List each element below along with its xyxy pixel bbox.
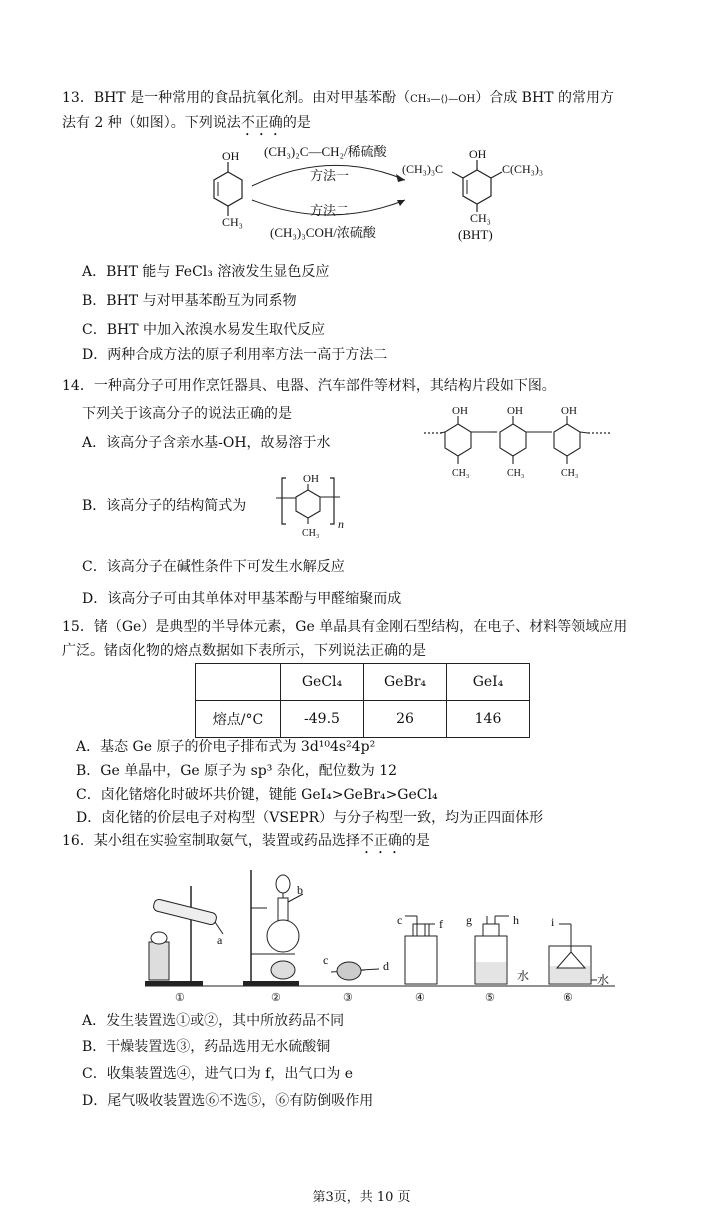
apparatus-number-1: ① xyxy=(175,992,185,1004)
p-cresol-structure xyxy=(214,149,243,229)
fragment-ch3-1: CH₃ xyxy=(452,468,470,479)
q16-option-a: A．发生装置选①或②，其中所放药品不同 xyxy=(82,1013,345,1029)
q13-stem-line2: 法有 2 种（如图）。下列说法不正确的是 xyxy=(62,115,311,131)
method-one-label: 方法一 xyxy=(310,168,350,183)
q15-option-d: D．卤化锗的价层电子对构型（VSEPR）与分子构型一致，均为正四面体形 xyxy=(76,810,544,826)
q14-option-a: A．该高分子含亲水基-OH，故易溶于水 xyxy=(82,435,331,451)
apparatus-number-3: ③ xyxy=(343,992,353,1004)
p-cresol-inline-formula: CH₃—⟨⟩—OH xyxy=(410,94,476,105)
q14-option-c: C．该高分子在碱性条件下可发生水解反应 xyxy=(82,559,345,575)
table-header-row xyxy=(196,664,530,701)
apparatus-label-d: d xyxy=(383,959,389,973)
reagent-bottom: (CH₃)₃COH/浓硫酸 xyxy=(270,225,376,240)
q16-option-b: B．干燥装置选③，药品选用无水硫酸铜 xyxy=(82,1039,331,1055)
apparatus-label-i: i xyxy=(551,915,555,929)
table-header-gecl4: GeCl₄ xyxy=(281,664,364,701)
product-ch3-label: CH₃ xyxy=(470,211,491,225)
method-two-label: 方法二 xyxy=(310,203,350,218)
apparatus-figure xyxy=(135,862,625,1004)
repeat-unit-ch3: CH₃ xyxy=(302,528,320,539)
emphasis-not-correct: 不正确 xyxy=(240,115,283,131)
reagent-top: (CH₃)₂C—CH₂/稀硫酸 xyxy=(264,144,387,159)
apparatus-number-6: ⑥ xyxy=(563,992,573,1004)
fragment-oh-2: OH xyxy=(507,405,523,417)
apparatus-5 xyxy=(466,913,529,984)
water-label-1: 水 xyxy=(517,969,530,983)
q13-option-c: C．BHT 中加入浓溴水易发生取代反应 xyxy=(82,322,325,338)
apparatus-label-b: b xyxy=(297,883,303,897)
repeat-unit-n: n xyxy=(338,517,344,531)
fragment-oh-3: OH xyxy=(561,405,577,417)
table-header-empty xyxy=(196,664,281,701)
q16-option-d: D．尾气吸收装置选⑥不选⑤，⑥有防倒吸作用 xyxy=(82,1093,374,1109)
apparatus-label-f: f xyxy=(439,917,443,931)
fragment-ch3-2: CH₃ xyxy=(507,468,525,479)
q13-option-a: A．BHT 能与 FeCl₃ 溶液发生显色反应 xyxy=(82,264,330,280)
product-tbu-right: C(CH₃)₃ xyxy=(502,162,544,176)
fragment-oh-1: OH xyxy=(452,405,468,417)
apparatus-number-5: ⑤ xyxy=(485,992,495,1004)
table-cell-gei4: 146 xyxy=(447,701,530,738)
apparatus-label-h: h xyxy=(513,913,519,927)
table-header-gei4: GeI₄ xyxy=(447,664,530,701)
q15-option-b: B．Ge 单晶中，Ge 原子为 sp³ 杂化，配位数为 12 xyxy=(76,763,398,779)
table-row xyxy=(196,701,530,738)
fragment-ch3-3: CH₃ xyxy=(561,468,579,479)
product-tbu-left: (CH₃)₃C xyxy=(402,162,444,176)
apparatus-label-g: g xyxy=(466,913,472,927)
reactant-oh-label: OH xyxy=(222,149,240,163)
page-footer: 第3页，共 10 页 xyxy=(312,1190,411,1205)
q15-stem-line1: 15．锗（Ge）是典型的半导体元素，Ge 单晶具有金刚石型结构，在电子、材料等领域应用 xyxy=(62,619,628,635)
q14-option-d: D．该高分子可由其单体对甲基苯酚与甲醛缩聚而成 xyxy=(82,591,402,607)
water-label-2: 水 xyxy=(597,973,610,987)
repeat-unit-structure xyxy=(272,468,352,544)
reactant-ch3-label: CH₃ xyxy=(222,215,243,229)
apparatus-label-c2: c xyxy=(397,913,403,927)
q15-stem-line2: 广泛。锗卤化物的熔点数据如下表所示，下列说法正确的是 xyxy=(62,643,426,659)
q15-option-a: A．基态 Ge 原子的价电子排布式为 3d¹⁰4s²4p² xyxy=(76,739,376,755)
repeat-unit-oh: OH xyxy=(303,473,319,485)
apparatus-2 xyxy=(243,870,303,986)
product-oh-label: OH xyxy=(469,147,487,161)
bht-name-label: (BHT) xyxy=(458,227,493,242)
bht-structure xyxy=(402,147,543,242)
table-cell-gecl4: -49.5 xyxy=(281,701,364,738)
q13-stem-line1: 13．BHT 是一种常用的食品抗氧化剂。由对甲基苯酚（CH₃—⟨⟩—OH）合成 BHT 的常用方 xyxy=(62,90,614,106)
apparatus-number-2: ② xyxy=(271,992,281,1004)
table-row-label: 熔点/°C xyxy=(196,701,281,738)
q13-option-d: D．两种合成方法的原子利用率方法一高于方法二 xyxy=(82,347,388,363)
q16-option-c: C．收集装置选④，进气口为 f，出气口为 e xyxy=(82,1066,354,1082)
table-header-gebr4: GeBr₄ xyxy=(364,664,447,701)
q16-stem-line1: 16．某小组在实验室制取氨气，装置或药品选择不正确的是 xyxy=(62,833,430,849)
apparatus-1 xyxy=(145,886,223,986)
q15-option-c: C．卤化锗熔化时破坏共价键，键能 GeI₄>GeBr₄>GeCl₄ xyxy=(76,787,438,803)
apparatus-label-c1: c xyxy=(323,953,329,967)
polymer-fragment-structure xyxy=(420,402,620,484)
q13-option-b: B．BHT 与对甲基苯酚互为同系物 xyxy=(82,293,297,309)
apparatus-4 xyxy=(397,913,443,984)
apparatus-3 xyxy=(323,953,389,980)
q14-stem-line1: 14．一种高分子可用作烹饪器具、电器、汽车部件等材料，其结构片段如下图。 xyxy=(62,378,556,394)
apparatus-label-a: a xyxy=(217,933,223,947)
bht-synthesis-scheme xyxy=(190,140,590,245)
apparatus-number-4: ④ xyxy=(415,992,425,1004)
table-cell-gebr4: 26 xyxy=(364,701,447,738)
melting-point-table xyxy=(195,663,530,738)
q14-stem-line2: 下列关于该高分子的说法正确的是 xyxy=(82,406,292,422)
apparatus-6 xyxy=(549,915,609,987)
q14-option-b: B．该高分子的结构简式为 xyxy=(82,498,247,514)
emphasis-not-correct-16: 不正确 xyxy=(359,833,402,849)
